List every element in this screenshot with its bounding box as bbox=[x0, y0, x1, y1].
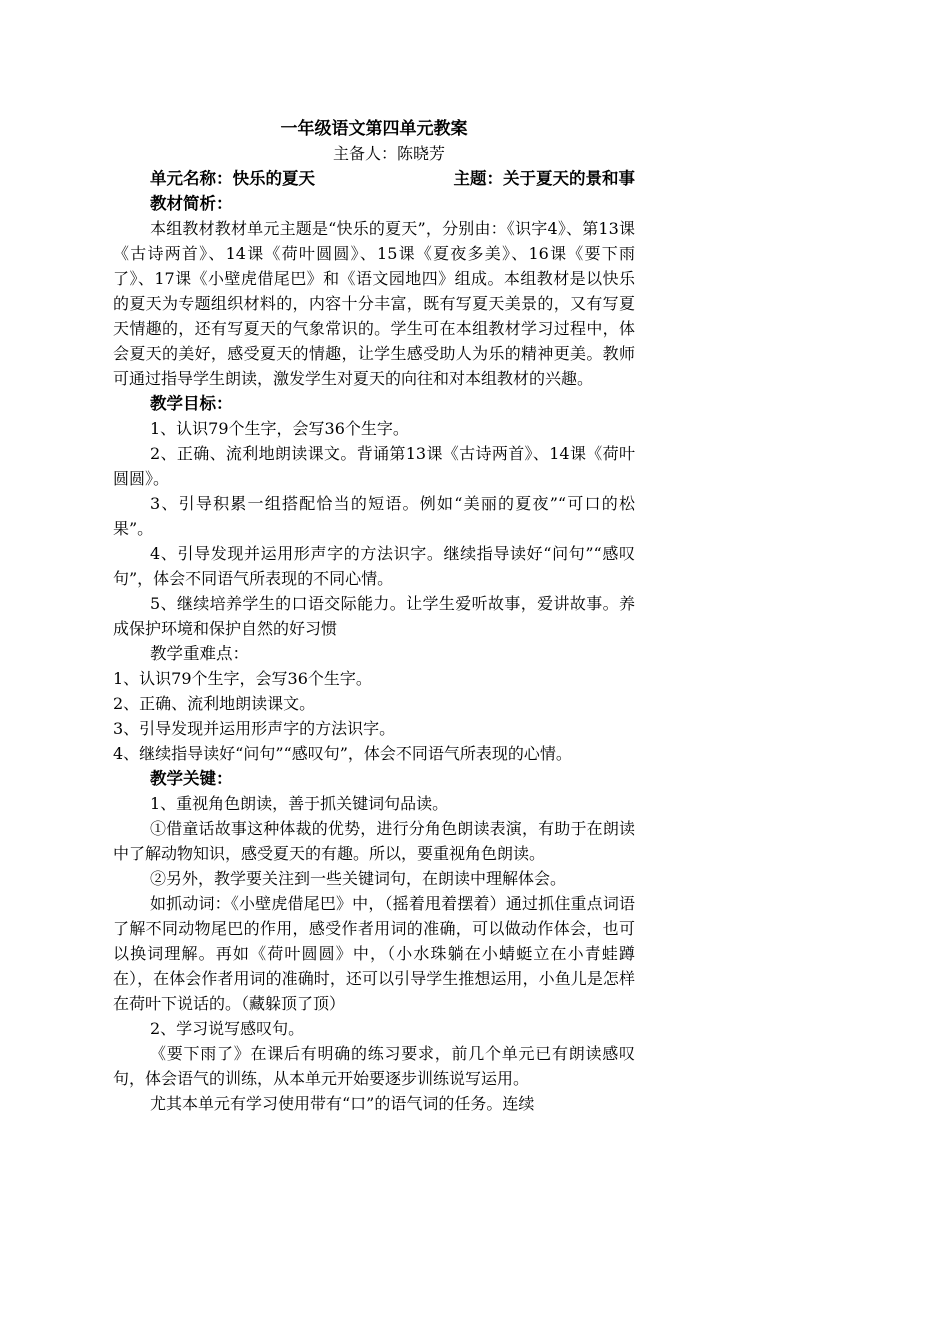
overview-heading: 教材简析： bbox=[150, 194, 233, 213]
key-difficult-item: 3、引导发现并运用形声字的方法识字。 bbox=[113, 719, 396, 738]
goals-heading: 教学目标： bbox=[150, 394, 233, 413]
key-points-heading: 教学关键： bbox=[150, 769, 233, 788]
document-title: 一年级语文第四单元教案 bbox=[280, 119, 468, 139]
overview-paragraph: 本组教材教材单元主题是“快乐的夏天”，分别由：《识字4》、第13课《古诗两首》、14课《荷叶圆圆》、15课《夏夜多美》、16课《要下雨了》、17课《小壁虎借尾巴》和《语文园地四》组成。本组教材是以快乐的夏天为专题组织材料的，内容十分丰富，既有写夏天美景的，又有写夏天情趣的，还有写夏天的气象常识的。学生可在本组教材学习过程中，体会夏天的美好，感受夏天的情趣，让学生感受助人为乐的精神更美。教师可通过指导学生朗读，激发学生对夏天的向往和对本组教材的兴趣。 bbox=[113, 219, 635, 388]
key-point-item: 1、重视角色朗读，善于抓关键词句品读。 bbox=[150, 794, 449, 813]
unit-info-line bbox=[113, 166, 635, 191]
author-line: 主备人：陈晓芳 bbox=[332, 144, 445, 163]
key-difficult-item: 2、正确、流利地朗读课文。 bbox=[113, 694, 316, 713]
key-difficult-heading: 教学重难点： bbox=[150, 644, 249, 663]
key-point-item: 如抓动词：《小壁虎借尾巴》中，（摇着甩着摆着）通过抓住重点词语了解不同动物尾巴的作用，感受作者用词的准确，可以做动作体会，也可以换词理解。再如《荷叶圆圆》中，（小水珠躺在小蜻蜓立在小青蛙蹲在），在体会作者用词的准确时，还可以引导学生推想运用，小鱼儿是怎样在荷叶下说话的。（藏躲顶了顶） bbox=[113, 894, 635, 1013]
key-point-item: 《要下雨了》在课后有明确的练习要求，前几个单元已有朗读感叹句，体会语气的训练，从本单元开始要逐步训练说写运用。 bbox=[113, 1044, 635, 1088]
goal-item: 2、正确、流利地朗读课文。背诵第13课《古诗两首》、14课《荷叶圆圆》。 bbox=[113, 444, 635, 488]
goal-item: 5、继续培养学生的口语交际能力。让学生爱听故事，爱讲故事。养成保护环境和保护自然的好习惯 bbox=[113, 594, 635, 638]
key-point-item: 尤其本单元有学习使用带有“口”的语气词的任务。连续 bbox=[150, 1094, 535, 1113]
key-point-item: ①借童话故事这种体裁的优势，进行分角色朗读表演，有助于在朗读中了解动物知识，感受夏天的有趣。所以，要重视角色朗读。 bbox=[113, 819, 635, 863]
key-point-item: 2、学习说写感叹句。 bbox=[150, 1019, 305, 1038]
goal-item: 3、引导积累一组搭配恰当的短语。例如“美丽的夏夜”“可口的松果”。 bbox=[113, 494, 635, 538]
key-difficult-item: 4、继续指导读好“问句”“感叹句”，体会不同语气所表现的心情。 bbox=[113, 744, 572, 763]
unit-theme: 主题：关于夏天的景和事 bbox=[453, 169, 635, 188]
key-difficult-item: 1、认识79个生字，会写36个生字。 bbox=[113, 669, 372, 688]
unit-name: 单元名称：快乐的夏天 bbox=[150, 169, 315, 188]
goal-item: 4、引导发现并运用形声字的方法识字。继续指导读好“问句”“感叹句”，体会不同语气所表现的不同心情。 bbox=[113, 544, 635, 588]
document-body bbox=[113, 116, 635, 1116]
key-point-item: ②另外，教学要关注到一些关键词句，在朗读中理解体会。 bbox=[150, 869, 567, 888]
goal-item: 1、认识79个生字，会写36个生字。 bbox=[150, 419, 409, 438]
